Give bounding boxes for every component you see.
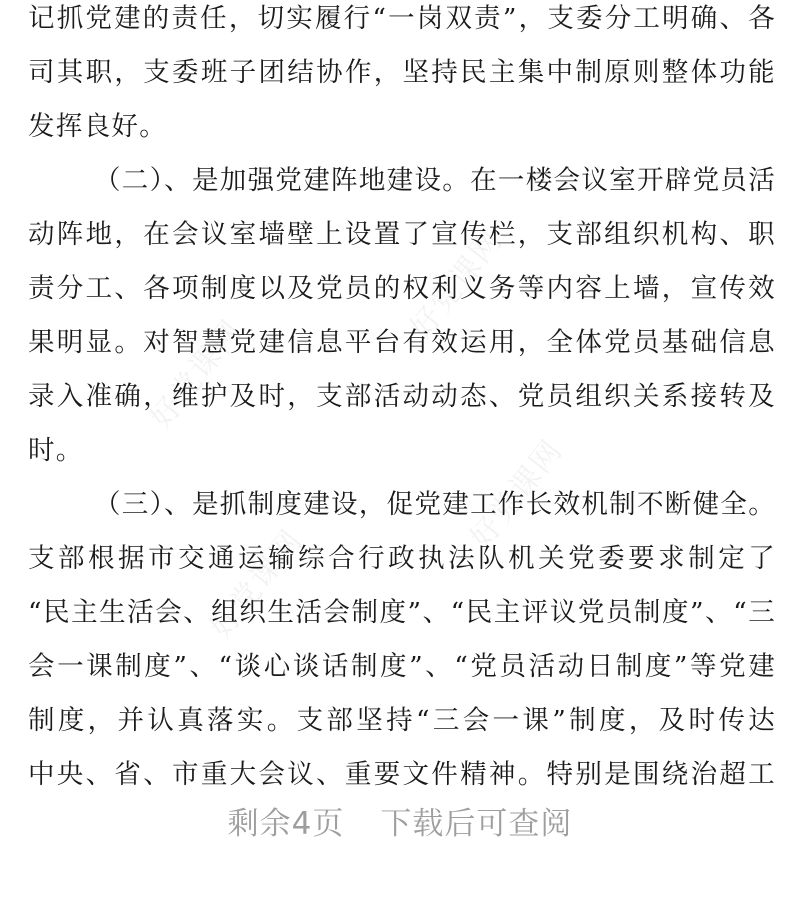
remaining-pages-label: 剩余4页 <box>227 806 345 842</box>
text-line: 会一课制度”、“谈心谈话制度”、“党员活动日制度”等党建 <box>28 651 776 682</box>
text-line: 支部根据市交通运输综合行政执法队机关党委要求制定了 <box>28 543 776 574</box>
watermark-text: 好党课网 <box>463 432 570 556</box>
text-line: 司其职，支委班子团结协作，坚持民主集中制原则整体功能 <box>28 57 776 88</box>
watermark-text: 好党课网 <box>203 522 310 646</box>
text-line: 录入准确，维护及时，支部活动动态、党员组织关系接转及 <box>28 381 776 412</box>
text-line: 动阵地，在会议室墙壁上设置了宣传栏，支部组织机构、职 <box>28 219 776 250</box>
paragraph-first-line: （二）、是加强党建阵地建设。在一楼会议室开辟党员活 <box>94 165 776 196</box>
text-line: 时。 <box>28 435 84 466</box>
watermark-text: 好党课网 <box>143 312 250 436</box>
watermark-text: 好党课网 <box>403 222 510 346</box>
text-line: 责分工、各项制度以及党员的权利义务等内容上墙，宣传效 <box>28 273 776 304</box>
text-line: 记抓党建的责任，切实履行“一岗双责”，支委分工明确、各 <box>28 3 776 34</box>
text-line: 中央、省、市重大会议、重要文件精神。特别是围绕治超工 <box>28 759 776 790</box>
download-hint-label: 下载后可查阅 <box>380 806 573 842</box>
text-line: 制度，并认真落实。支部坚持“三会一课”制度，及时传达 <box>28 705 776 736</box>
text-line: 果明显。对智慧党建信息平台有效运用，全体党员基础信息 <box>28 327 776 358</box>
download-notice[interactable] <box>0 798 800 843</box>
text-line: 发挥良好。 <box>28 111 167 142</box>
document-body <box>28 0 776 810</box>
paragraph-first-line: （三）、是抓制度建设，促党建工作长效机制不断健全。 <box>94 489 776 520</box>
text-line: “民主生活会、组织生活会制度”、“民主评议党员制度”、“三 <box>28 597 776 628</box>
